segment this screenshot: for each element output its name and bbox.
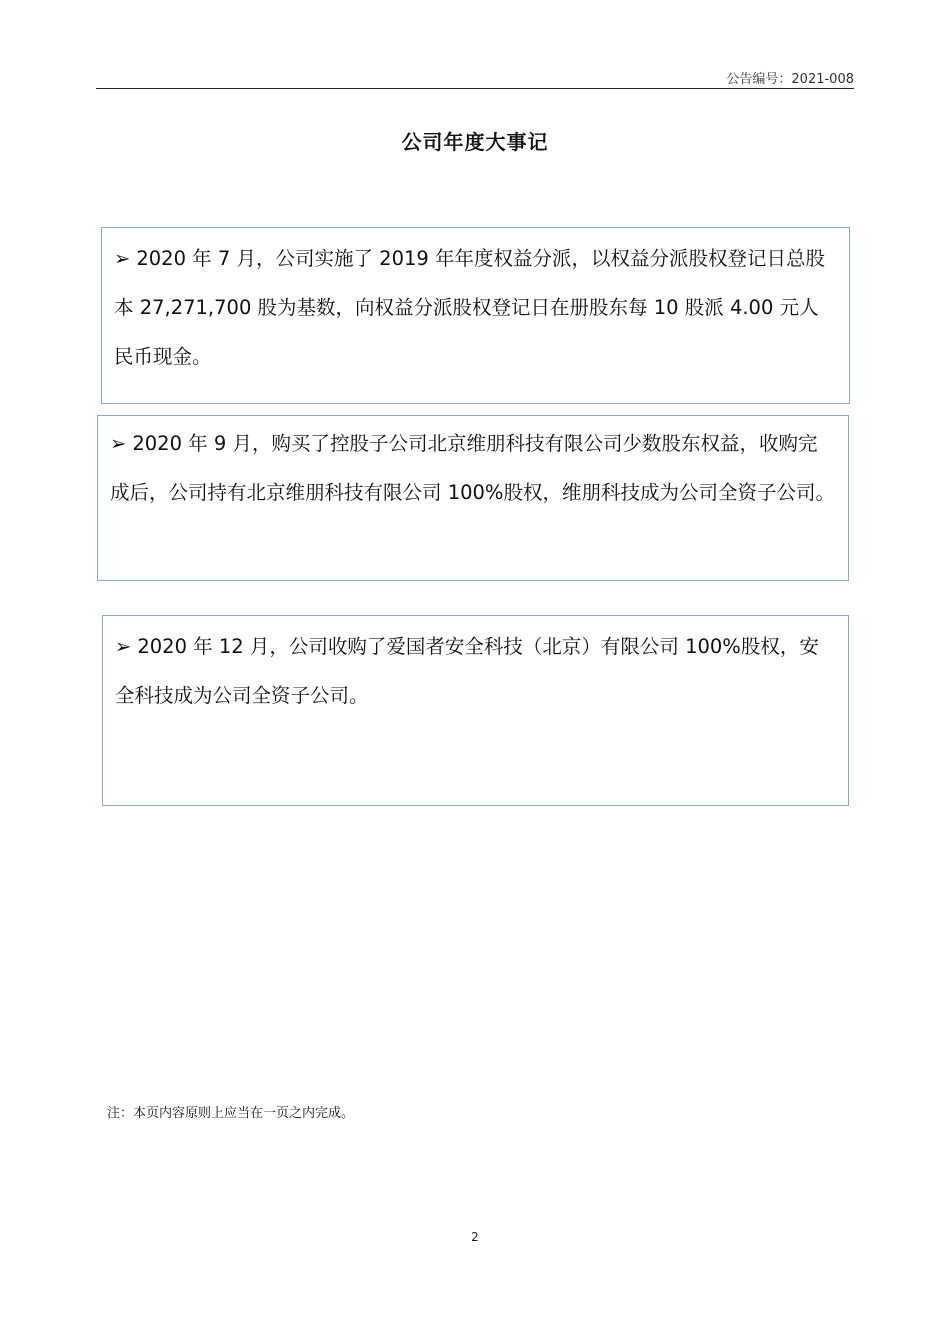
event-box xyxy=(102,615,849,806)
event-box xyxy=(97,415,849,581)
page-number: 2 xyxy=(471,1230,479,1244)
event-box xyxy=(101,227,850,404)
announcement-code: 公告编号：2021-008 xyxy=(726,72,854,87)
arrowhead-right-icon: ➢ xyxy=(110,432,127,455)
header-rule xyxy=(96,88,854,89)
arrowhead-right-icon: ➢ xyxy=(115,635,132,658)
footnote: 注：本页内容原则上应当在一页之内完成。 xyxy=(107,1106,355,1121)
event-text: 2020 年 7 月，公司实施了 2019 年年度权益分派，以权益分派股权登记日总股本 27,271,700 股为基数，向权益分派股权登记日在册股东每 10 股派 4.00 元人民币现金。 xyxy=(114,247,825,368)
page-title: 公司年度大事记 xyxy=(401,130,549,154)
event-text: 2020 年 9 月，购买了控股子公司北京维朋科技有限公司少数股东权益，收购完成后，公司持有北京维朋科技有限公司 100%股权，维朋科技成为公司全资子公司。 xyxy=(110,432,835,504)
arrowhead-right-icon: ➢ xyxy=(114,247,131,270)
event-text: 2020 年 12 月，公司收购了爱国者安全科技（北京）有限公司 100%股权，安全科技成为公司全资子公司。 xyxy=(115,635,819,707)
